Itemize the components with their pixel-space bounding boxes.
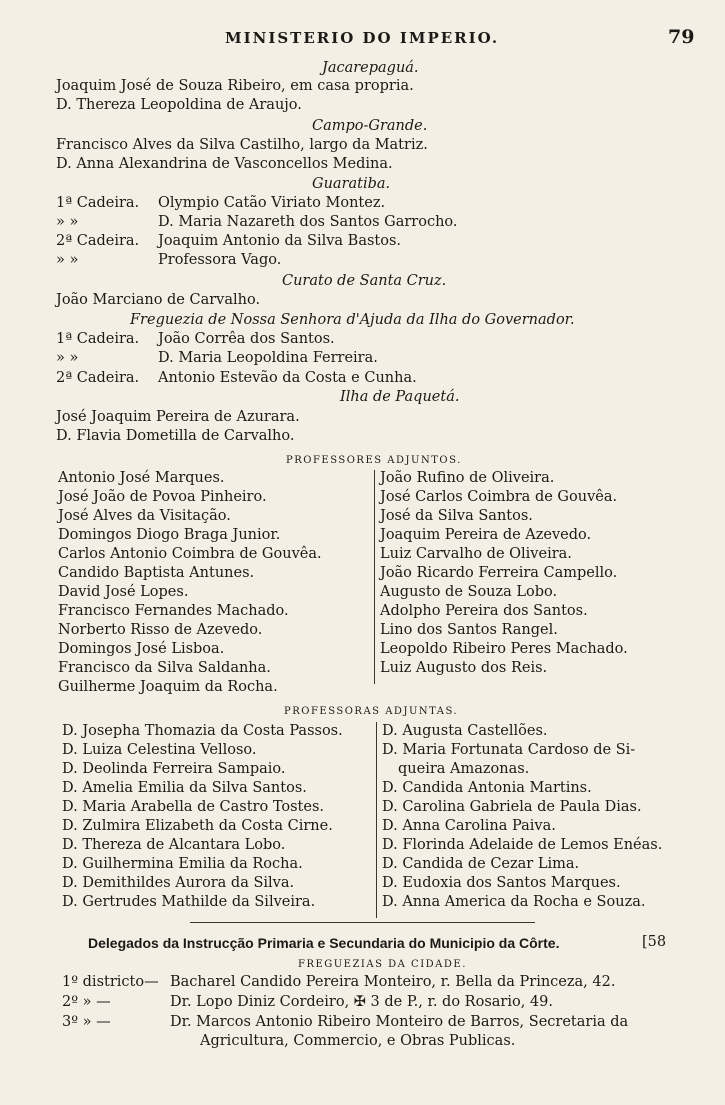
list-item: Adolpho Pereira dos Santos. <box>380 603 588 619</box>
list-item: Augusto de Souza Lobo. <box>380 584 558 600</box>
section-heading-santa-cruz: Curato de Santa Cruz. <box>282 273 447 289</box>
section-heading-campo-grande: Campo-Grande. <box>312 118 428 134</box>
entry-label: 1ª Cadeira. <box>56 331 140 347</box>
entry-line: Dr. Lopo Diniz Cordeiro, ✠ 3 de P., r. do Rosario, 49. <box>170 994 553 1010</box>
list-item: Francisco Fernandes Machado. <box>58 603 289 619</box>
list-item: D. Gertrudes Mathilde da Silveira. <box>62 894 316 910</box>
entry-label: » » <box>56 252 79 268</box>
list-item: Lino dos Santos Rangel. <box>380 622 558 638</box>
delegados-heading: Delegados da Instrucção Primaria e Secundaria do Municipio da Côrte. <box>88 935 560 951</box>
list-item: D. Eudoxia dos Santos Marques. <box>382 875 621 891</box>
list-item: queira Amazonas. <box>398 761 530 777</box>
entry-label: 1º districto— <box>62 974 159 990</box>
list-item: Candido Baptista Antunes. <box>58 565 255 581</box>
entry-label: 2ª Cadeira. <box>56 370 140 386</box>
entry-line: D. Maria Nazareth dos Santos Garrocho. <box>158 214 458 230</box>
section-heading-jacarepagua: Jacarepaguá. <box>322 60 419 76</box>
list-item: D. Augusta Castellões. <box>382 723 548 739</box>
professores-adjuntos-heading: PROFESSORES ADJUNTOS. <box>286 455 462 466</box>
entry-label: 1ª Cadeira. <box>56 195 140 211</box>
entry-line: D. Thereza Leopoldina de Araujo. <box>56 97 302 113</box>
list-item: D. Candida de Cezar Lima. <box>382 856 580 872</box>
list-item: D. Maria Fortunata Cardoso de Si- <box>382 742 636 758</box>
list-item: D. Demithildes Aurora da Silva. <box>62 875 295 891</box>
entry-label: 2ª Cadeira. <box>56 233 140 249</box>
list-item: D. Maria Arabella de Castro Tostes. <box>62 799 325 815</box>
list-item: Leopoldo Ribeiro Peres Machado. <box>380 641 628 657</box>
list-item: José da Silva Santos. <box>380 508 533 524</box>
entry-line: Dr. Marcos Antonio Ribeiro Monteiro de Barros, Secretaria da <box>170 1014 629 1030</box>
list-item: José João de Povoa Pinheiro. <box>58 489 267 505</box>
list-item: D. Luiza Celestina Velloso. <box>62 742 257 758</box>
freguezias-subheading: FREGUEZIAS DA CIDADE. <box>298 959 467 970</box>
list-item: Francisco da Silva Saldanha. <box>58 660 271 676</box>
entry-line: Olympio Catão Viriato Montez. <box>158 195 386 211</box>
entry-line: Bacharel Candido Pereira Monteiro, r. Bella da Princeza, 42. <box>170 974 616 990</box>
list-item: D. Candida Antonia Martins. <box>382 780 592 796</box>
professoras-adjuntas-heading: PROFESSORAS ADJUNTAS. <box>284 706 459 717</box>
entry-line: Joaquim Antonio da Silva Bastos. <box>158 233 402 249</box>
entry-line: D. Maria Leopoldina Ferreira. <box>158 350 378 366</box>
list-item: Carlos Antonio Coimbra de Gouvêa. <box>58 546 322 562</box>
section-heading-paqueta: Ilha de Paquetá. <box>340 389 460 405</box>
list-item: D. Florinda Adelaide de Lemos Enéas. <box>382 837 663 853</box>
entry-line: Antonio Estevão da Costa e Cunha. <box>158 370 417 386</box>
list-item: D. Deolinda Ferreira Sampaio. <box>62 761 286 777</box>
entry-label: » » <box>56 214 79 230</box>
list-item: D. Josepha Thomazia da Costa Passos. <box>62 723 343 739</box>
list-item: David José Lopes. <box>58 584 189 600</box>
list-item: Guilherme Joaquim da Rocha. <box>58 679 278 695</box>
list-item: D. Anna Carolina Paiva. <box>382 818 556 834</box>
list-item: João Rufino de Oliveira. <box>380 470 555 486</box>
page-number: 79 <box>668 26 695 48</box>
list-item: D. Thereza de Alcantara Lobo. <box>62 837 286 853</box>
entry-line: D. Flavia Dometilla de Carvalho. <box>56 428 295 444</box>
delegados-ref: [58 <box>642 934 667 950</box>
list-item: José Carlos Coimbra de Gouvêa. <box>380 489 618 505</box>
entry-line: José Joaquim Pereira de Azurara. <box>56 409 300 425</box>
entry-label: 2º » — <box>62 994 111 1010</box>
list-item: João Ricardo Ferreira Campello. <box>380 565 618 581</box>
list-item: Luiz Carvalho de Oliveira. <box>380 546 572 562</box>
column-divider <box>374 470 375 684</box>
entry-line: Joaquim José de Souza Ribeiro, em casa propria. <box>56 78 414 94</box>
column-divider <box>376 722 377 918</box>
entry-line: D. Anna Alexandrina de Vasconcellos Medina. <box>56 156 393 172</box>
entry-line: Francisco Alves da Silva Castilho, largo da Matriz. <box>56 137 428 153</box>
list-item: José Alves da Visitação. <box>58 508 231 524</box>
section-heading-ajuda: Freguezia de Nossa Senhora d'Ajuda da Ilha do Governador. <box>130 312 575 328</box>
entry-line: João Marciano de Carvalho. <box>56 292 261 308</box>
entry-label: » » <box>56 350 79 366</box>
list-item: D. Carolina Gabriela de Paula Dias. <box>382 799 642 815</box>
list-item: Norberto Risso de Azevedo. <box>58 622 263 638</box>
list-item: Domingos José Lisboa. <box>58 641 225 657</box>
entry-label: 3º » — <box>62 1014 111 1030</box>
entry-line: Professora Vago. <box>158 252 282 268</box>
list-item: D. Amelia Emilia da Silva Santos. <box>62 780 307 796</box>
section-heading-guaratiba: Guaratiba. <box>312 176 391 192</box>
entry-line: João Corrêa dos Santos. <box>158 331 335 347</box>
list-item: Antonio José Marques. <box>58 470 225 486</box>
list-item: Joaquim Pereira de Azevedo. <box>380 527 592 543</box>
entry-line: Agricultura, Commercio, e Obras Publicas. <box>200 1033 516 1049</box>
list-item: Luiz Augusto dos Reis. <box>380 660 548 676</box>
list-item: D. Guilhermina Emilia da Rocha. <box>62 856 303 872</box>
list-item: D. Zulmira Elizabeth da Costa Cirne. <box>62 818 333 834</box>
list-item: D. Anna America da Rocha e Souza. <box>382 894 646 910</box>
list-item: Domingos Diogo Braga Junior. <box>58 527 281 543</box>
running-header: MINISTERIO DO IMPERIO. <box>225 29 500 47</box>
section-rule <box>190 922 535 923</box>
